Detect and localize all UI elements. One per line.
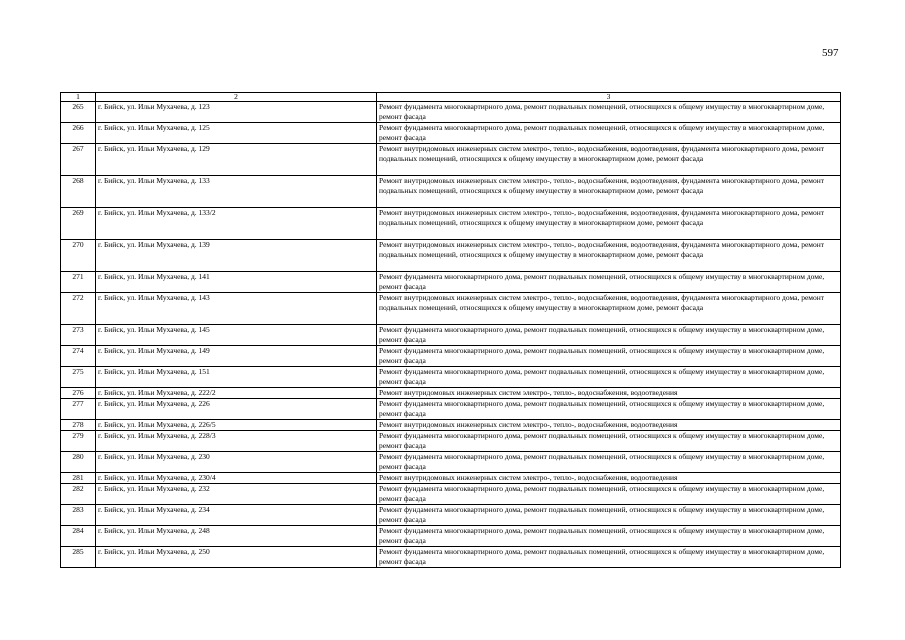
table-row <box>61 431 841 452</box>
row-address: г. Бийск, ул. Ильи Мухачева, д. 230 <box>96 452 377 473</box>
row-address: г. Бийск, ул. Ильи Мухачева, д. 139 <box>96 240 377 272</box>
table-row <box>61 102 841 123</box>
table-row <box>61 325 841 346</box>
row-number: 271 <box>61 272 96 293</box>
row-address: г. Бийск, ул. Ильи Мухачева, д. 248 <box>96 526 377 547</box>
row-address: г. Бийск, ул. Ильи Мухачева, д. 250 <box>96 547 377 568</box>
row-address: г. Бийск, ул. Ильи Мухачева, д. 125 <box>96 123 377 144</box>
column-header-1: 1 <box>61 93 96 102</box>
row-work-description: Ремонт фундамента многоквартирного дома, ремонт подвальных помещений, относящихся к общему имуществу в многоквартирном доме, ремонт фасада <box>377 272 841 293</box>
row-number: 280 <box>61 452 96 473</box>
row-work-description: Ремонт фундамента многоквартирного дома, ремонт подвальных помещений, относящихся к общему имуществу в многоквартирном доме, ремонт фасада <box>377 325 841 346</box>
row-address: г. Бийск, ул. Ильи Мухачева, д. 226 <box>96 399 377 420</box>
page-number: 597 <box>822 47 839 59</box>
row-address: г. Бийск, ул. Ильи Мухачева, д. 143 <box>96 293 377 325</box>
row-work-description: Ремонт фундамента многоквартирного дома, ремонт подвальных помещений, относящихся к общему имуществу в многоквартирном доме, ремонт фасада <box>377 431 841 452</box>
table-row <box>61 399 841 420</box>
row-work-description: Ремонт фундамента многоквартирного дома, ремонт подвальных помещений, относящихся к общему имуществу в многоквартирном доме, ремонт фасада <box>377 452 841 473</box>
row-address: г. Бийск, ул. Ильи Мухачева, д. 222/2 <box>96 388 377 399</box>
row-number: 266 <box>61 123 96 144</box>
table-row <box>61 547 841 568</box>
table-row <box>61 123 841 144</box>
row-number: 265 <box>61 102 96 123</box>
row-number: 275 <box>61 367 96 388</box>
row-number: 278 <box>61 420 96 431</box>
table-row <box>61 526 841 547</box>
row-number: 277 <box>61 399 96 420</box>
row-number: 273 <box>61 325 96 346</box>
row-number: 281 <box>61 473 96 484</box>
table-row <box>61 367 841 388</box>
row-address: г. Бийск, ул. Ильи Мухачева, д. 149 <box>96 346 377 367</box>
table-row <box>61 420 841 431</box>
row-number: 274 <box>61 346 96 367</box>
column-header-2: 2 <box>96 93 377 102</box>
row-address: г. Бийск, ул. Ильи Мухачева, д. 234 <box>96 505 377 526</box>
row-address: г. Бийск, ул. Ильи Мухачева, д. 230/4 <box>96 473 377 484</box>
table-row <box>61 176 841 208</box>
row-address: г. Бийск, ул. Ильи Мухачева, д. 133/2 <box>96 208 377 240</box>
row-work-description: Ремонт фундамента многоквартирного дома, ремонт подвальных помещений, относящихся к общему имуществу в многоквартирном доме, ремонт фасада <box>377 484 841 505</box>
row-address: г. Бийск, ул. Ильи Мухачева, д. 145 <box>96 325 377 346</box>
table-row <box>61 272 841 293</box>
row-address: г. Бийск, ул. Ильи Мухачева, д. 151 <box>96 367 377 388</box>
row-address: г. Бийск, ул. Ильи Мухачева, д. 228/3 <box>96 431 377 452</box>
row-work-description: Ремонт фундамента многоквартирного дома, ремонт подвальных помещений, относящихся к общему имуществу в многоквартирном доме, ремонт фасада <box>377 505 841 526</box>
row-address: г. Бийск, ул. Ильи Мухачева, д. 141 <box>96 272 377 293</box>
row-work-description: Ремонт фундамента многоквартирного дома, ремонт подвальных помещений, относящихся к общему имуществу в многоквартирном доме, ремонт фасада <box>377 526 841 547</box>
row-work-description: Ремонт фундамента многоквартирного дома, ремонт подвальных помещений, относящихся к общему имуществу в многоквартирном доме, ремонт фасада <box>377 123 841 144</box>
table-header-row <box>61 93 841 102</box>
row-number: 268 <box>61 176 96 208</box>
row-number: 276 <box>61 388 96 399</box>
row-work-description: Ремонт внутридомовых инженерных систем электро-, тепло-, водоснабжения, водоотведения <box>377 420 841 431</box>
row-number: 270 <box>61 240 96 272</box>
table-row <box>61 293 841 325</box>
row-number: 269 <box>61 208 96 240</box>
row-number: 283 <box>61 505 96 526</box>
row-work-description: Ремонт внутридомовых инженерных систем электро-, тепло-, водоснабжения, водоотведения, фундамента многоквартирного дома, ремонт подвальных помещений, относящихся к общему имуществу в многоквартирном доме, ремонт фасада <box>377 176 841 208</box>
row-work-description: Ремонт фундамента многоквартирного дома, ремонт подвальных помещений, относящихся к общему имуществу в многоквартирном доме, ремонт фасада <box>377 346 841 367</box>
row-work-description: Ремонт внутридомовых инженерных систем электро-, тепло-, водоснабжения, водоотведения, фундамента многоквартирного дома, ремонт подвальных помещений, относящихся к общему имуществу в многоквартирном доме, ремонт фасада <box>377 208 841 240</box>
row-work-description: Ремонт внутридомовых инженерных систем электро-, тепло-, водоснабжения, водоотведения <box>377 473 841 484</box>
row-work-description: Ремонт фундамента многоквартирного дома, ремонт подвальных помещений, относящихся к общему имуществу в многоквартирном доме, ремонт фасада <box>377 399 841 420</box>
row-number: 267 <box>61 144 96 176</box>
row-address: г. Бийск, ул. Ильи Мухачева, д. 133 <box>96 176 377 208</box>
row-number: 285 <box>61 547 96 568</box>
table-row <box>61 473 841 484</box>
table-body <box>61 102 841 568</box>
column-header-3: 3 <box>377 93 841 102</box>
row-address: г. Бийск, ул. Ильи Мухачева, д. 232 <box>96 484 377 505</box>
table-row <box>61 208 841 240</box>
row-number: 272 <box>61 293 96 325</box>
row-number: 284 <box>61 526 96 547</box>
table-row <box>61 452 841 473</box>
row-address: г. Бийск, ул. Ильи Мухачева, д. 123 <box>96 102 377 123</box>
row-work-description: Ремонт фундамента многоквартирного дома, ремонт подвальных помещений, относящихся к общему имуществу в многоквартирном доме, ремонт фасада <box>377 367 841 388</box>
table-row <box>61 388 841 399</box>
row-work-description: Ремонт внутридомовых инженерных систем электро-, тепло-, водоснабжения, водоотведения, фундамента многоквартирного дома, ремонт подвальных помещений, относящихся к общему имуществу в многоквартирном доме, ремонт фасада <box>377 240 841 272</box>
row-address: г. Бийск, ул. Ильи Мухачева, д. 226/5 <box>96 420 377 431</box>
row-work-description: Ремонт фундамента многоквартирного дома, ремонт подвальных помещений, относящихся к общему имуществу в многоквартирном доме, ремонт фасада <box>377 102 841 123</box>
row-work-description: Ремонт внутридомовых инженерных систем электро-, тепло-, водоснабжения, водоотведения, фундамента многоквартирного дома, ремонт подвальных помещений, относящихся к общему имуществу в многоквартирном доме, ремонт фасада <box>377 293 841 325</box>
table-row <box>61 505 841 526</box>
table-row <box>61 240 841 272</box>
repair-table <box>60 92 841 568</box>
row-work-description: Ремонт внутридомовых инженерных систем электро-, тепло-, водоснабжения, водоотведения <box>377 388 841 399</box>
table-row <box>61 484 841 505</box>
table-row <box>61 346 841 367</box>
row-work-description: Ремонт внутридомовых инженерных систем электро-, тепло-, водоснабжения, водоотведения, фундамента многоквартирного дома, ремонт подвальных помещений, относящихся к общему имуществу в многоквартирном доме, ремонт фасада <box>377 144 841 176</box>
row-work-description: Ремонт фундамента многоквартирного дома, ремонт подвальных помещений, относящихся к общему имуществу в многоквартирном доме, ремонт фасада <box>377 547 841 568</box>
row-address: г. Бийск, ул. Ильи Мухачева, д. 129 <box>96 144 377 176</box>
row-number: 282 <box>61 484 96 505</box>
row-number: 279 <box>61 431 96 452</box>
table-row <box>61 144 841 176</box>
